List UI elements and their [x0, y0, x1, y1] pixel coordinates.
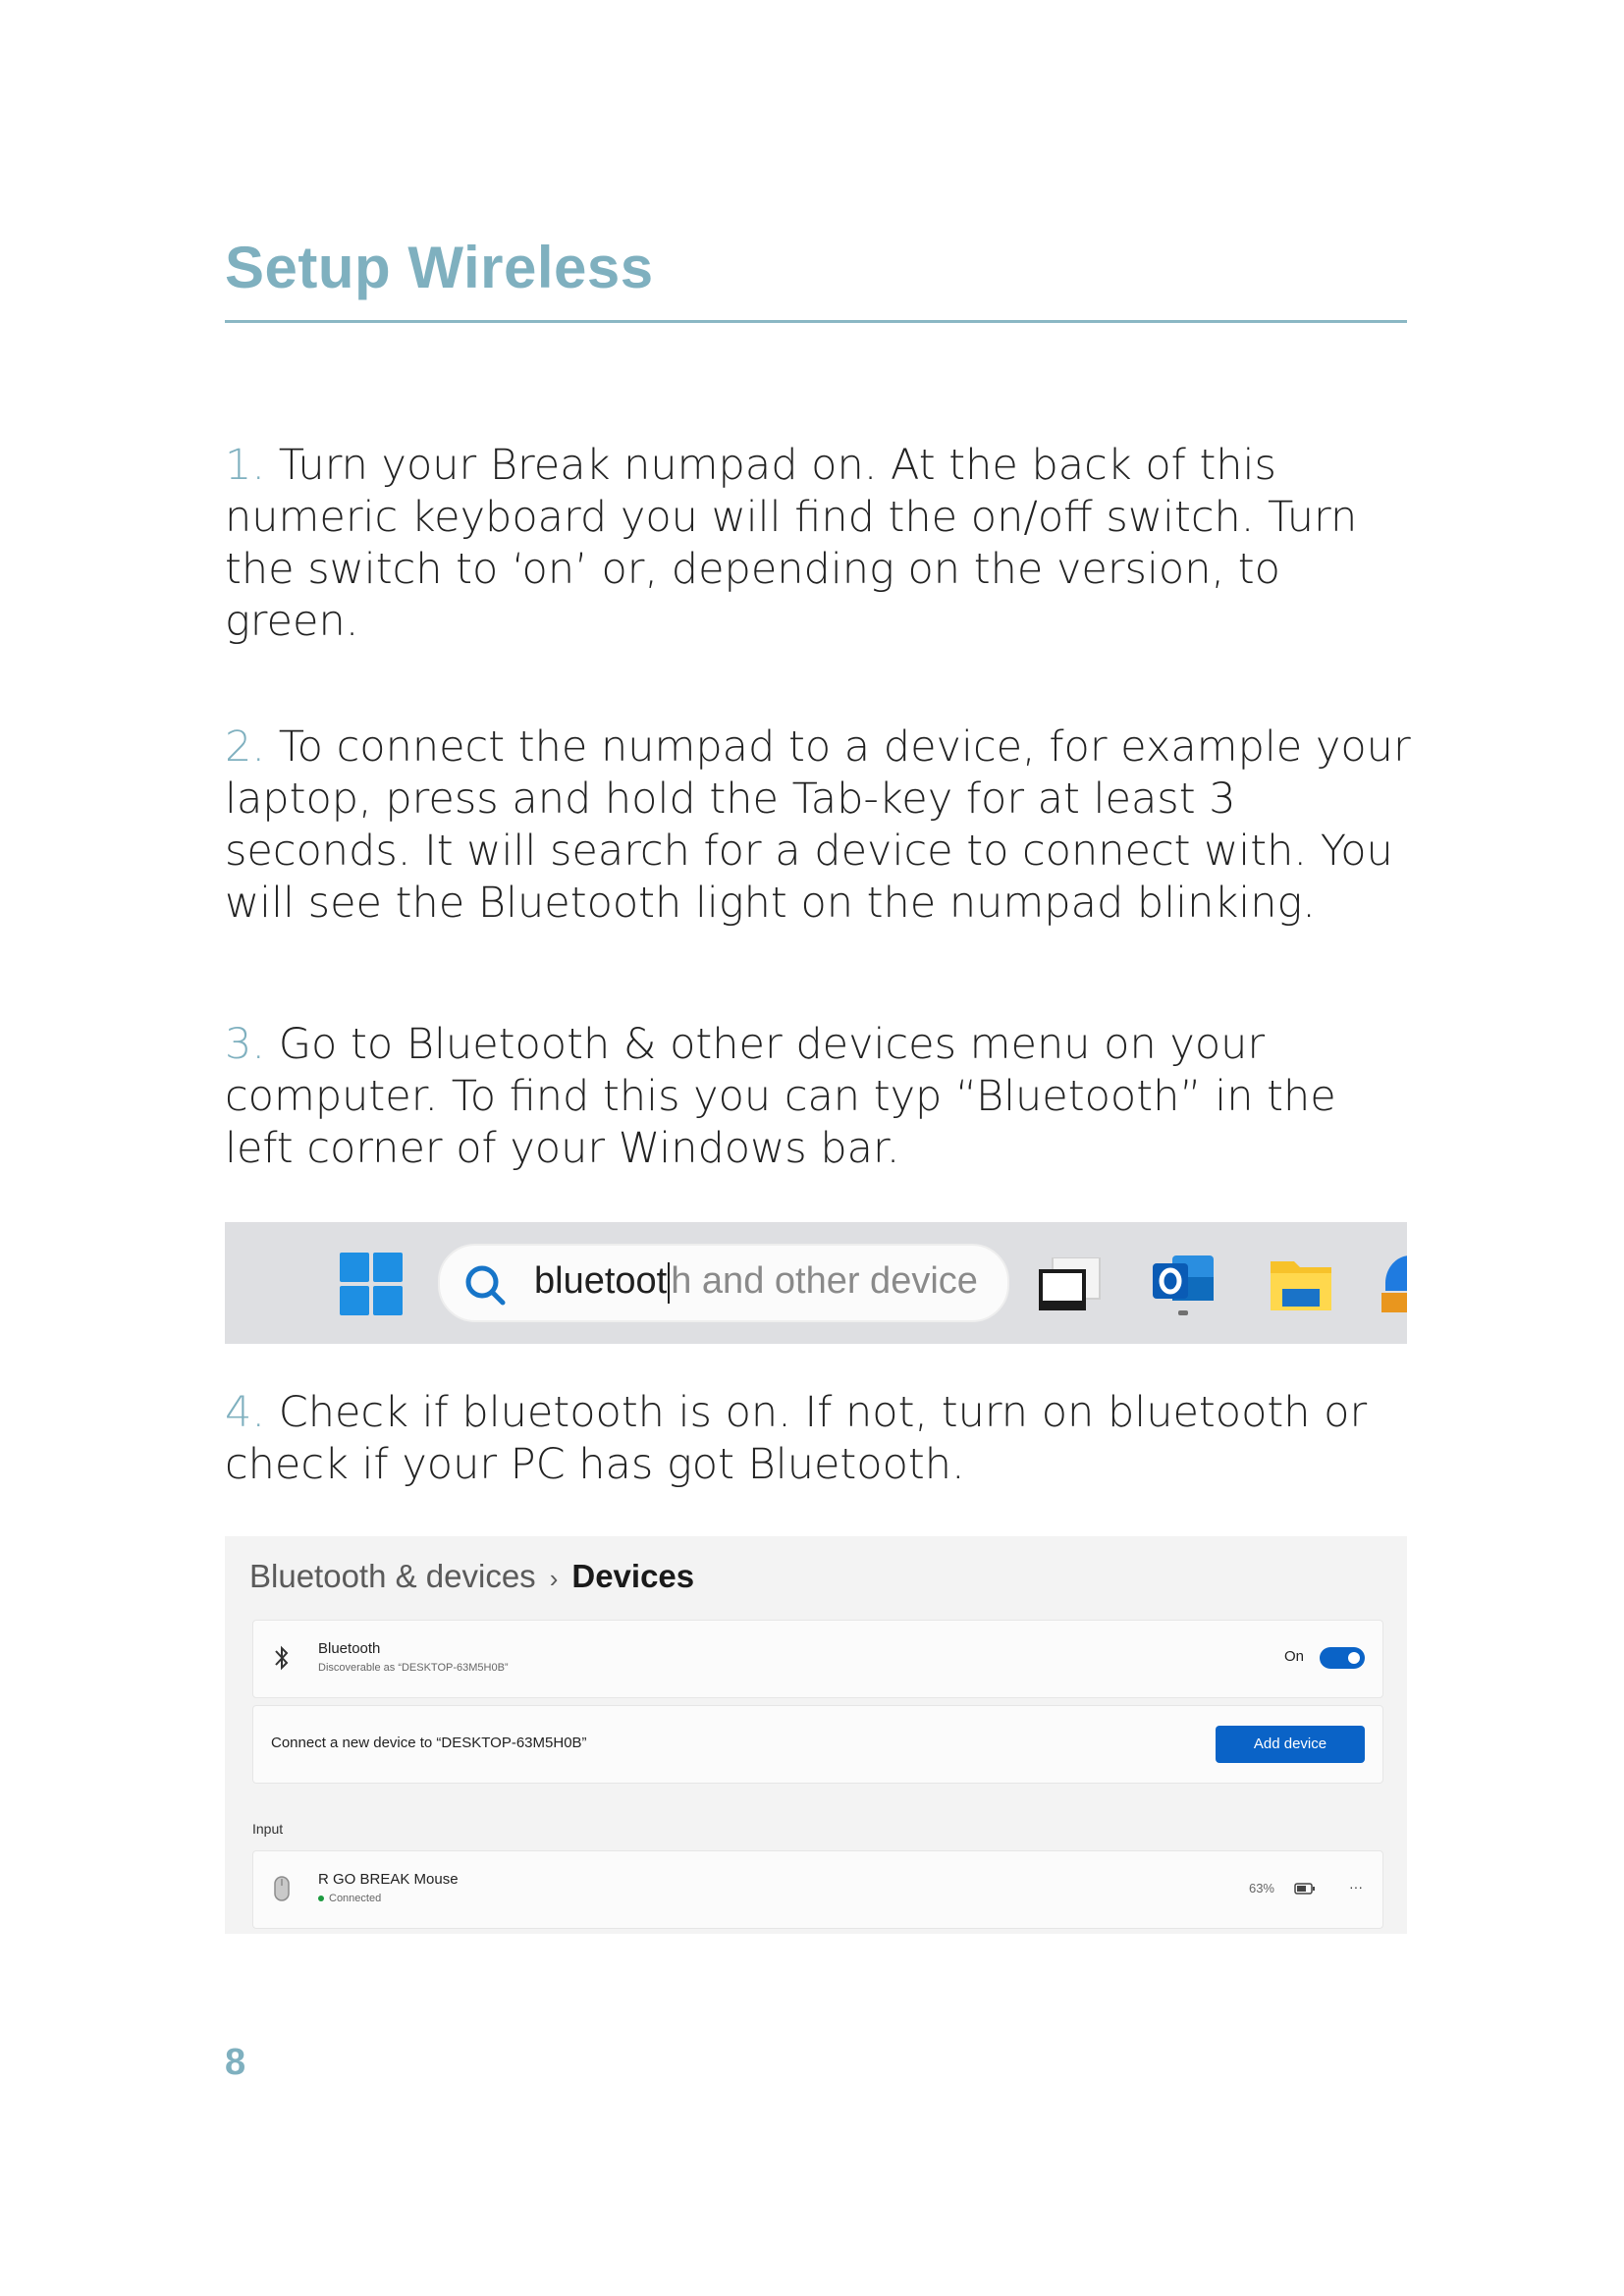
bluetooth-state: On: [1283, 1648, 1304, 1665]
step-1: [225, 440, 1418, 648]
taskbar-search-input[interactable]: [438, 1244, 1009, 1322]
more-options-icon[interactable]: ···: [1349, 1879, 1363, 1895]
task-view-icon[interactable]: [1037, 1257, 1102, 1312]
step-text: Turn your Break numpad on. At the back of this numeric keyboard you will find the on/off switch. Turn the switch to ‘on’ or, depending on the version, to green.: [225, 441, 1358, 646]
bluetooth-row: [252, 1620, 1383, 1698]
breadcrumb: [249, 1558, 694, 1595]
connect-device-row: [252, 1705, 1383, 1784]
battery-icon: [1294, 1882, 1316, 1896]
step-number: 4.: [225, 1388, 266, 1437]
taskbar-screenshot: [225, 1222, 1407, 1344]
battery-percent: 63%: [1248, 1881, 1274, 1896]
bluetooth-settings-screenshot: [225, 1536, 1407, 1934]
search-icon: [461, 1261, 509, 1308]
breadcrumb-parent[interactable]: Bluetooth & devices: [249, 1558, 536, 1594]
connect-device-label: Connect a new device to “DESKTOP-63M5H0B”: [271, 1735, 587, 1751]
bluetooth-icon: [273, 1644, 291, 1672]
step-number: 1.: [225, 441, 266, 490]
bluetooth-toggle[interactable]: [1320, 1647, 1365, 1669]
connected-dot: [318, 1896, 324, 1901]
page-title: Setup Wireless: [225, 235, 654, 300]
search-typed: bluetoot: [534, 1260, 668, 1302]
step-3: [225, 1019, 1418, 1175]
mouse-icon: [273, 1875, 291, 1902]
step-number: 3.: [225, 1020, 266, 1069]
device-name: R GO BREAK Mouse: [318, 1871, 459, 1888]
step-2: [225, 721, 1418, 930]
device-status-text: Connected: [329, 1893, 382, 1904]
breadcrumb-current: Devices: [571, 1558, 695, 1594]
step-text: Go to Bluetooth & other devices menu on your computer. To find this you can typ “Bluetooth” in the left corner of your Windows bar.: [225, 1020, 1336, 1173]
search-suggestion: h and other device: [671, 1260, 978, 1302]
step-number: 2.: [225, 722, 266, 772]
step-4: [225, 1387, 1418, 1491]
file-explorer-icon[interactable]: [1269, 1254, 1333, 1314]
edge-icon[interactable]: [1381, 1252, 1407, 1316]
title-underline: [225, 320, 1407, 323]
chevron-right-icon: ›: [549, 1564, 559, 1593]
text-caret: [668, 1262, 670, 1304]
search-text: [534, 1260, 978, 1304]
bluetooth-discoverable: Discoverable as “DESKTOP-63M5H0B”: [318, 1662, 509, 1674]
device-row[interactable]: [252, 1850, 1383, 1929]
section-input-heading: Input: [252, 1821, 284, 1837]
device-status: [318, 1893, 381, 1904]
step-text: To connect the numpad to a device, for example your laptop, press and hold the Tab-key for at least 3 seconds. It will search for a device to connect with. You will see the Bluetooth light on the numpad blinking.: [225, 722, 1411, 928]
add-device-button[interactable]: Add device: [1216, 1726, 1365, 1763]
bluetooth-label: Bluetooth: [318, 1640, 381, 1657]
outlook-icon[interactable]: [1151, 1252, 1216, 1316]
windows-start-icon[interactable]: [340, 1253, 403, 1315]
step-text: Check if bluetooth is on. If not, turn on bluetooth or check if your PC has got Bluetooth.: [225, 1388, 1368, 1489]
page-number: 8: [225, 2042, 246, 2083]
